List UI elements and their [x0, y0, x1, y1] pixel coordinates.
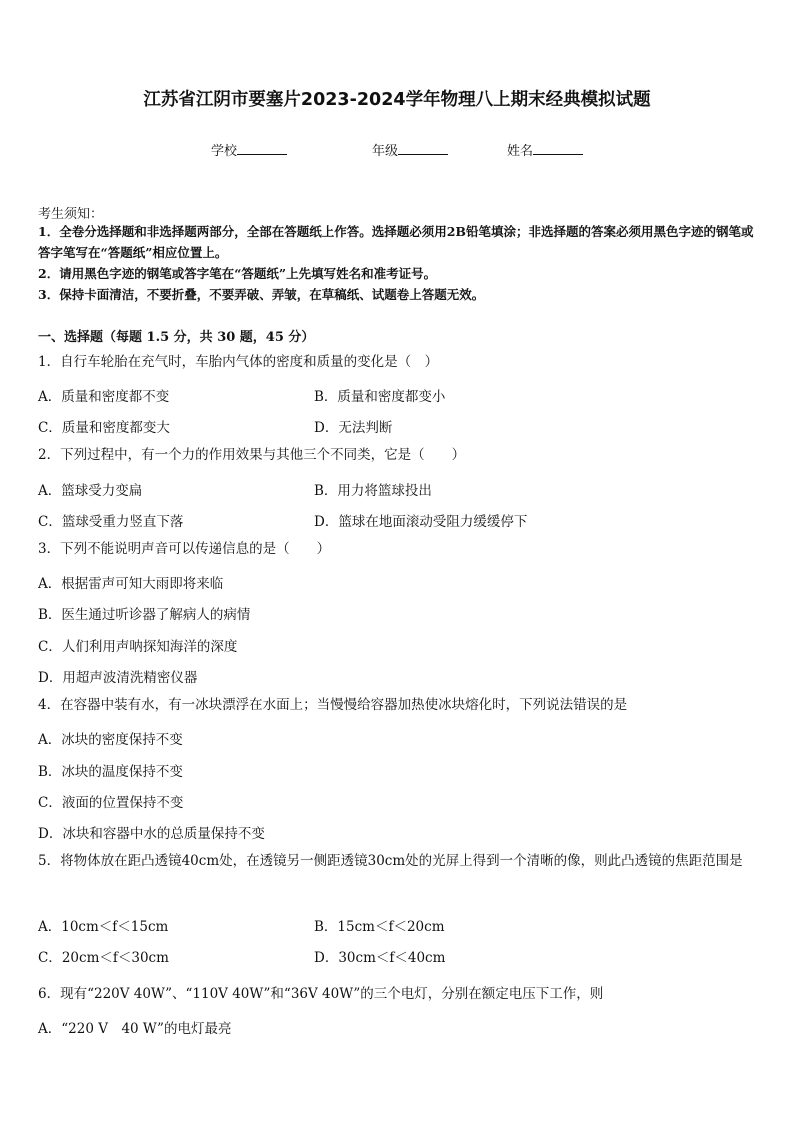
question-5-option-a: A．10cm＜f＜15cm [38, 919, 169, 935]
question-1-option-d: D．无法判断 [314, 420, 393, 436]
question-6-stem: 6．现有“220V 40W”、“110V 40W”和“36V 40W”的三个电灯，分别在额定电压下工作，则 [38, 986, 604, 1002]
question-2-option-c: C．篮球受重力竖直下落 [38, 514, 184, 530]
student-info-row [0, 140, 794, 162]
question-2-stem: 2．下列过程中，有一个力的作用效果与其他三个不同类，它是（ ） [38, 447, 466, 463]
question-5-stem: 5．将物体放在距凸透镜40cm处，在透镜另一侧距透镜30cm处的光屏上得到一个清晰的像，则此凸透镜的焦距范围是 [38, 853, 743, 869]
question-4-option-d: D．冰块和容器中水的总质量保持不变 [38, 826, 265, 842]
notice-item-3: 3．保持卡面清洁，不要折叠，不要弄破、弄皱，在草稿纸、试题卷上答题无效。 [38, 287, 485, 302]
question-4-stem: 4．在容器中装有水，有一冰块漂浮在水面上；当慢慢给容器加热使冰块熔化时，下列说法错误的是 [38, 697, 628, 713]
question-1-stem: 1．自行车轮胎在充气时，车胎内气体的密度和质量的变化是（ ） [38, 354, 439, 370]
question-2-option-d: D．篮球在地面滚动受阻力缓缓停下 [314, 514, 528, 530]
section-heading: 一、选择题（每题 1.5 分，共 30 题，45 分） [38, 330, 315, 345]
grade-label: 年级 [372, 144, 399, 159]
school-blank [237, 142, 287, 155]
name-label: 姓名 [507, 144, 534, 159]
notice-item-2: 2．请用黑色字迹的钢笔或答字笔在“答题纸”上先填写姓名和准考证号。 [38, 266, 437, 281]
page-title: 江苏省江阴市要塞片2023-2024学年物理八上期末经典模拟试题 [143, 90, 651, 110]
question-5-option-d: D．30cm＜f＜40cm [314, 950, 446, 966]
question-4-option-a: A．冰块的密度保持不变 [38, 732, 183, 748]
notice-item-1: 1．全卷分选择题和非选择题两部分，全部在答题纸上作答。选择题必须用2B铅笔填涂；非选择题的答案必须用黑色字迹的钢笔或答字笔写在“答题纸”相应位置上。 [38, 224, 754, 260]
question-2-option-b: B．用力将篮球投出 [314, 483, 432, 499]
question-5-option-c: C．20cm＜f＜30cm [38, 950, 169, 966]
question-6-option-a: A．“220 V 40 W”的电灯最亮 [38, 1021, 232, 1037]
question-3-option-c: C．人们利用声呐探知海洋的深度 [38, 639, 238, 655]
name-field [507, 140, 583, 159]
question-2-option-a: A．篮球受力变扁 [38, 483, 143, 499]
question-4-option-c: C．液面的位置保持不变 [38, 795, 184, 811]
school-label: 学校 [211, 144, 238, 159]
school-field [211, 140, 287, 159]
notice-heading: 考生须知： [38, 207, 104, 222]
name-blank [533, 142, 583, 155]
question-5-option-b: B．15cm＜f＜20cm [314, 919, 445, 935]
grade-blank [398, 142, 448, 155]
question-4-option-b: B．冰块的温度保持不变 [38, 764, 183, 780]
question-1-option-c: C．质量和密度都变大 [38, 420, 170, 436]
question-3-stem: 3．下列不能说明声音可以传递信息的是（ ） [38, 541, 331, 557]
question-3-option-b: B．医生通过听诊器了解病人的病情 [38, 607, 251, 623]
grade-field [372, 140, 448, 159]
question-1-option-b: B．质量和密度都变小 [314, 389, 446, 405]
question-1-option-a: A．质量和密度都不变 [38, 389, 170, 405]
question-3-option-d: D．用超声波清洗精密仪器 [38, 670, 198, 686]
question-3-option-a: A．根据雷声可知大雨即将来临 [38, 576, 224, 592]
